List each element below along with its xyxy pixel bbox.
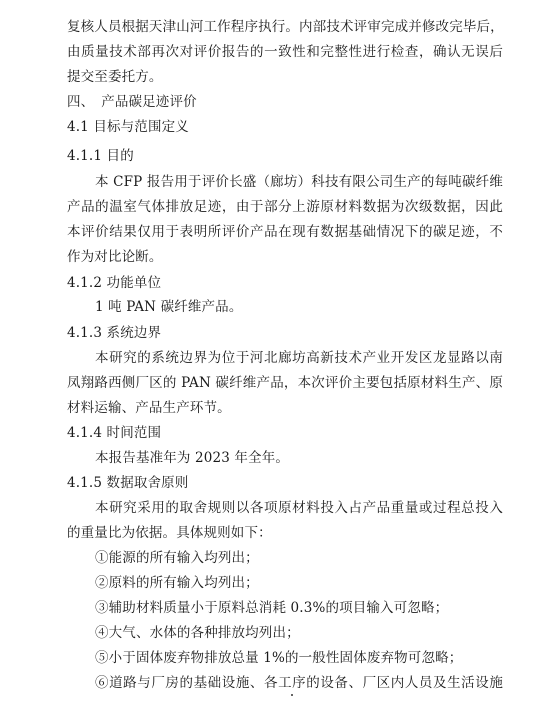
paragraph-line: 材料运输、产品生产环节。 — [67, 400, 231, 416]
list-item: ⑥道路与厂房的基础设施、各工序的设备、厂区内人员及生活设施 — [95, 675, 503, 691]
paragraph-line: 提交至委托方。 — [67, 69, 163, 85]
paragraph-line: 1 吨 PAN 碳纤维产品。 — [95, 299, 243, 315]
paragraph-line: 凤翔路西侧厂区的 PAN 碳纤维产品，本次评价主要包括原材料生产、原 — [67, 375, 503, 391]
paragraph-line: 作为对比论断。 — [67, 249, 163, 265]
subsection-heading: 4.1.5 数据取舍原则 — [67, 475, 189, 491]
list-item: ④大气、水体的各种排放均列出； — [95, 625, 300, 641]
list-item: ③辅助材料质量小于原料总消耗 0.3%的项目输入可忽略； — [95, 600, 449, 616]
paragraph-line: 本研究采用的取舍规则以各项原材料投入占产品重量或过程总投入 — [95, 500, 503, 516]
paragraph-line: 本研究的系统边界为位于河北廊坊高新技术产业开发区龙显路以南 — [95, 350, 503, 366]
list-item: ②原料的所有输入均列出； — [95, 575, 259, 591]
list-item: ⑤小于固体废弃物排放总量 1%的一般性固体废弃物可忽略； — [95, 650, 463, 666]
subsection-heading: 4.1.4 时间范围 — [67, 425, 162, 441]
subsection-heading: 4.1.2 功能单位 — [67, 275, 162, 291]
section-heading: 四、 产品碳足迹评价 — [67, 94, 197, 110]
paragraph-line: 本报告基准年为 2023 年全年。 — [95, 450, 289, 466]
page-bottom-mark — [291, 694, 293, 696]
paragraph-line: 本 CFP 报告用于评价长盛（廊坊）科技有限公司生产的每吨碳纤维 — [95, 174, 503, 190]
subsection-heading: 4.1 目标与范围定义 — [67, 119, 189, 135]
paragraph-line: 产品的温室气体排放足迹，由于部分上游原材料数据为次级数据，因此 — [67, 199, 503, 215]
paragraph-line: 由质量技术部再次对评价报告的一致性和完整性进行检查，确认无误后 — [67, 44, 503, 60]
paragraph-line: 复核人员根据天津山河工作程序执行。内部技术评审完成并修改完毕后， — [67, 19, 504, 35]
paragraph-line: 的重量比为依据。具体规则如下： — [67, 525, 272, 541]
paragraph-line: 本评价结果仅用于表明所评价产品在现有数据基础情况下的碳足迹，不 — [67, 224, 503, 240]
list-item: ①能源的所有输入均列出； — [95, 550, 259, 566]
subsection-heading: 4.1.3 系统边界 — [67, 325, 162, 341]
subsection-heading: 4.1.1 目的 — [67, 148, 134, 164]
